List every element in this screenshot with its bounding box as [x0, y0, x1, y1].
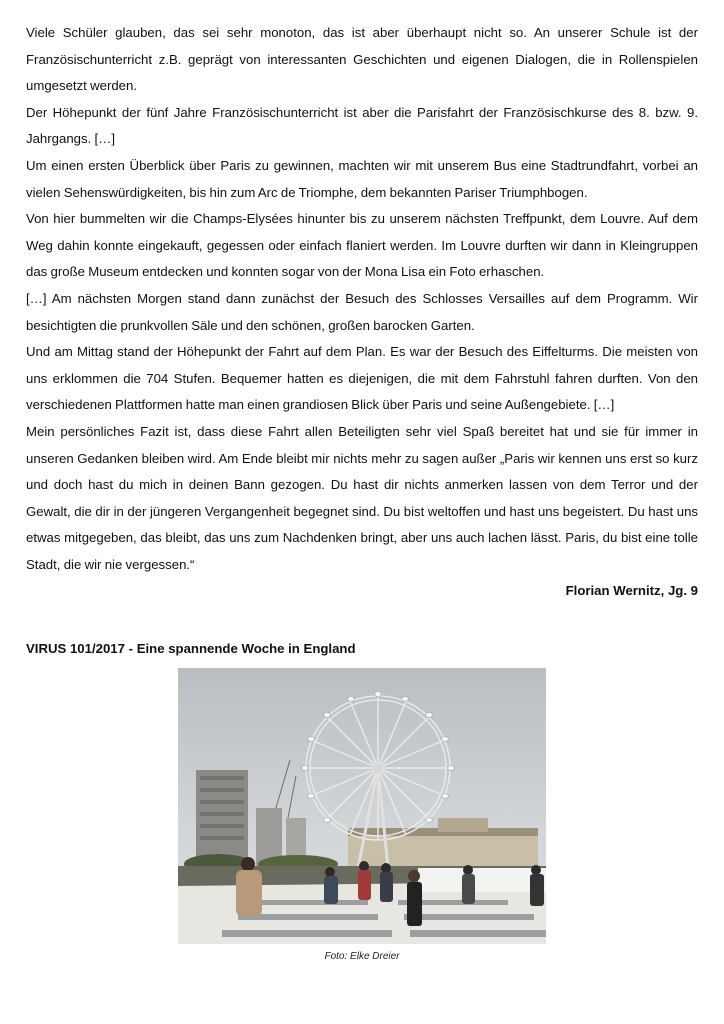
paragraph: Um einen ersten Überblick über Paris zu gewinnen, machten wir mit unserem Bus eine Stadtrundfahrt, vorbei an vielen Sehenswürdigkeiten, bis hin zum Arc de Triomphe, dem bekannten Pariser Triumphbogen. [26, 157, 698, 200]
paragraph: Viele Schüler glauben, das sei sehr monoton, das ist aber überhaupt nicht so. An unserer Schule ist der Französischunterricht z.B. geprägt von interessanten Geschichten und eigenen Dialogen, die in Rollenspielen umgesetzt werden. [26, 25, 698, 94]
london-eye-photo [178, 668, 546, 944]
paragraph: Von hier bummelten wir die Champs-Elysées hinunter bis zu unserem nächsten Treffpunkt, dem Louvre. Auf dem Weg dahin konnte eingekauft, gegessen oder einfach flaniert werden. Im Louvre durften wir dann in Kleingruppen das große Museum entdecken und konnten sogar von der Mona Lisa ein Foto erhaschen. [26, 211, 698, 280]
photo-caption: Foto: Elke Dreier [324, 951, 400, 962]
author-signature: Florian Wernitz, Jg. 9 [565, 583, 698, 599]
paragraph: Mein persönliches Fazit ist, dass diese Fahrt allen Beteiligten sehr viel Spaß bereitet hat und sie für immer in unseren Gedanken bleiben wird. Am Ende bleibt mir nichts mehr zu sagen außer „Paris wir kennen uns erst so kurz und doch hast du mich in deinen Bann gezogen. Du hast dir nichts anmerken lassen von dem Terror und der Gewalt, die dir in der jüngeren Vergangenheit begegnet sind. Du bist weltoffen und hast uns begeistert. Du hast uns etwas mitgegeben, das bleibt, das uns zum Nachdenken bringt, aber uns auch lachen lässt. Paris, du bist eine tolle Stadt, die wir nie vergessen.“ [26, 423, 698, 572]
photo-illustration [178, 668, 546, 944]
paragraph: […] Am nächsten Morgen stand dann zunächst der Besuch des Schlosses Versailles auf dem Programm. Wir besichtigten die prunkvollen Säle und den schönen, großen barocken Garten. [26, 290, 698, 333]
paragraph: Der Höhepunkt der fünf Jahre Französischunterricht ist aber die Parisfahrt der Französischkurse des 8. bzw. 9. Jahrgangs. […] [26, 104, 698, 147]
article-title: VIRUS 101/2017 - Eine spannende Woche in England [26, 641, 356, 656]
paragraph: Und am Mittag stand der Höhepunkt der Fahrt auf dem Plan. Es war der Besuch des Eiffelturms. Die meisten von uns erklommen die 704 Stufen. Bequemer hatten es diejenigen, die mit dem Fahrstuhl fahren durften. Von den verschiedenen Plattformen hatte man einen grandiosen Blick über Paris und seine Außengebiete. […] [26, 344, 698, 413]
article-body [26, 20, 698, 605]
